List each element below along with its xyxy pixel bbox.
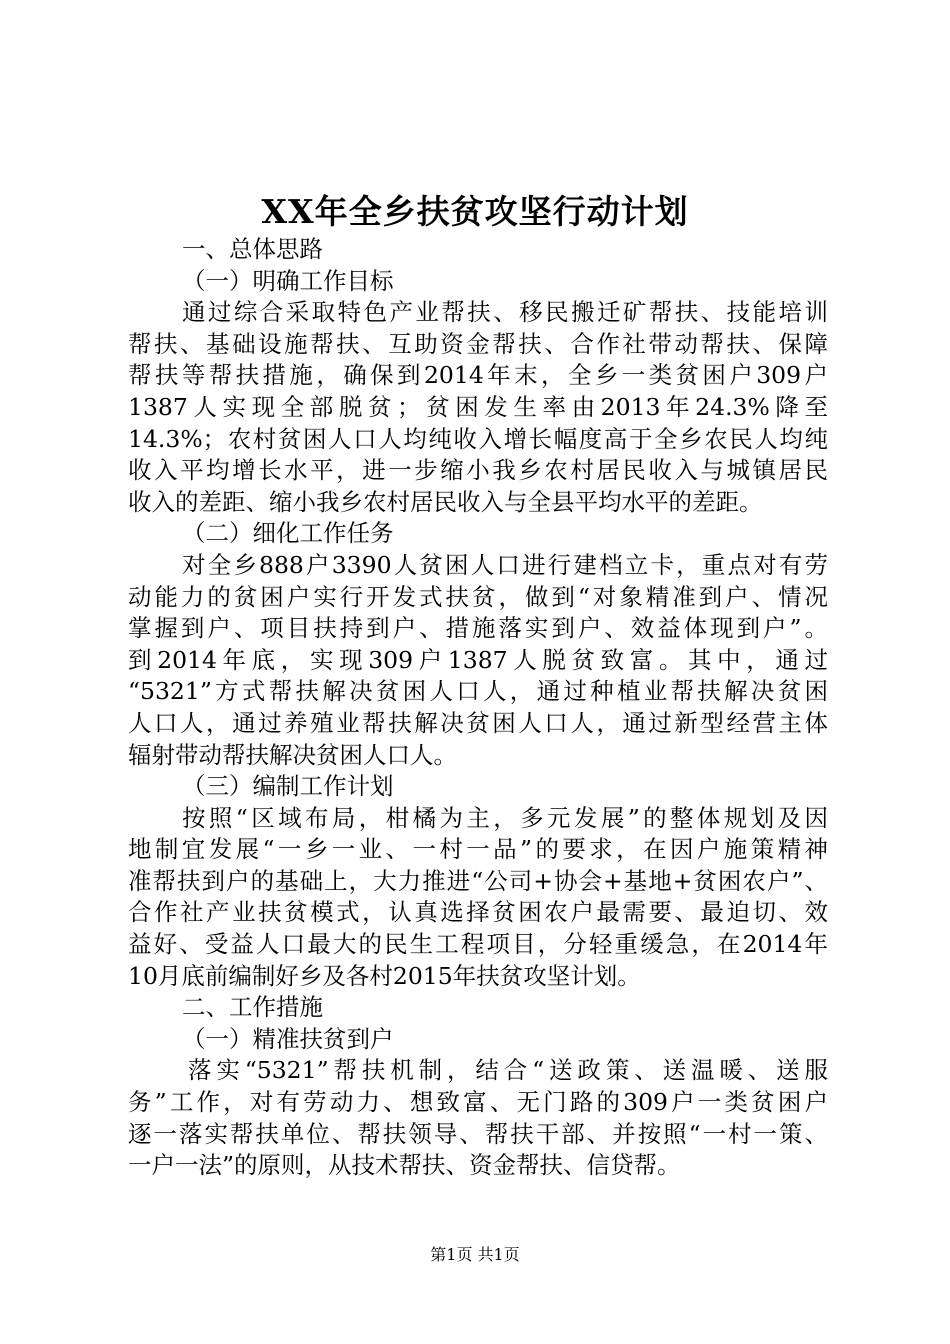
text-line: 收入平均增长水平，进一步缩小我乡农村居民收入与城镇居民 — [128, 456, 828, 485]
page-footer: 第1页 共1页 — [430, 1245, 520, 1264]
text-line: （二）细化工作任务 — [182, 519, 394, 548]
text-line: 辐射带动帮扶解决贫困人口人。 — [128, 740, 457, 769]
text-line: 1387人实现全部脱贫；贫困发生率由2013年24.3%降至 — [128, 392, 828, 421]
text-line: （三）编制工作计划 — [182, 772, 394, 801]
text-line: （一）明确工作目标 — [182, 266, 394, 295]
text-line: （一）精准扶贫到户 — [182, 1024, 394, 1053]
text-line: “5321”方式帮扶解决贫困人口人，通过种植业帮扶解决贫困 — [128, 677, 828, 706]
text-line: 帮扶、基础设施帮扶、互助资金帮扶、合作社带动帮扶、保障 — [128, 329, 828, 358]
document-body — [128, 234, 828, 1182]
text-line: 通过综合采取特色产业帮扶、移民搬迁矿帮扶、技能培训 — [182, 298, 828, 327]
text-line: 益好、受益人口最大的民生工程项目，分轻重缓急，在2014年 — [128, 930, 828, 959]
text-line: 地制宜发展“一乡一业、一村一品”的要求，在因户施策精神 — [128, 835, 828, 864]
text-line: 一户一法”的原则，从技术帮扶、资金帮扶、信贷帮。 — [128, 1151, 681, 1180]
text-line: 准帮扶到户的基础上，大力推进“公司+协会+基地+贫困农户”、 — [128, 866, 828, 895]
text-line: 帮扶等帮扶措施，确保到2014年末，全乡一类贫困户309户 — [128, 361, 828, 390]
text-line: 14.3%；农村贫困人口人均纯收入增长幅度高于全乡农民人均纯 — [128, 424, 828, 453]
text-line: 落实“5321”帮扶机制，结合“送政策、送温暖、送服 — [188, 1056, 828, 1085]
text-line: 对全乡888户3390人贫困人口进行建档立卡，重点对有劳 — [182, 550, 828, 579]
text-line: 二、工作措施 — [182, 993, 323, 1022]
text-line: 逐一落实帮扶单位、帮扶领导、帮扶干部、并按照“一村一策、 — [128, 1119, 828, 1148]
text-line: 到2014年底，实现309户1387人脱贫致富。其中，通过 — [128, 645, 828, 674]
text-line: 掌握到户、项目扶持到户、措施落实到户、效益体现到户”。 — [128, 614, 828, 643]
text-line: 人口人，通过养殖业帮扶解决贫困人口人，通过新型经营主体 — [128, 708, 828, 737]
text-line: 动能力的贫困户实行开发式扶贫，做到“对象精准到户、情况 — [128, 582, 828, 611]
text-line: 务”工作，对有劳动力、想致富、无门路的309户一类贫困户 — [128, 1088, 828, 1117]
page-title: XX年全乡扶贫攻坚行动计划 — [261, 192, 689, 231]
text-line: 10月底前编制好乡及各村2015年扶贫攻坚计划。 — [128, 961, 641, 990]
text-line: 按照“区域布局，柑橘为主，多元发展”的整体规划及因 — [182, 803, 828, 832]
text-line: 收入的差距、缩小我乡农村居民收入与全县平均水平的差距。 — [128, 487, 763, 516]
text-line: 合作社产业扶贫模式，认真选择贫困农户最需要、最迫切、效 — [128, 898, 828, 927]
text-line: 一、总体思路 — [182, 235, 323, 263]
